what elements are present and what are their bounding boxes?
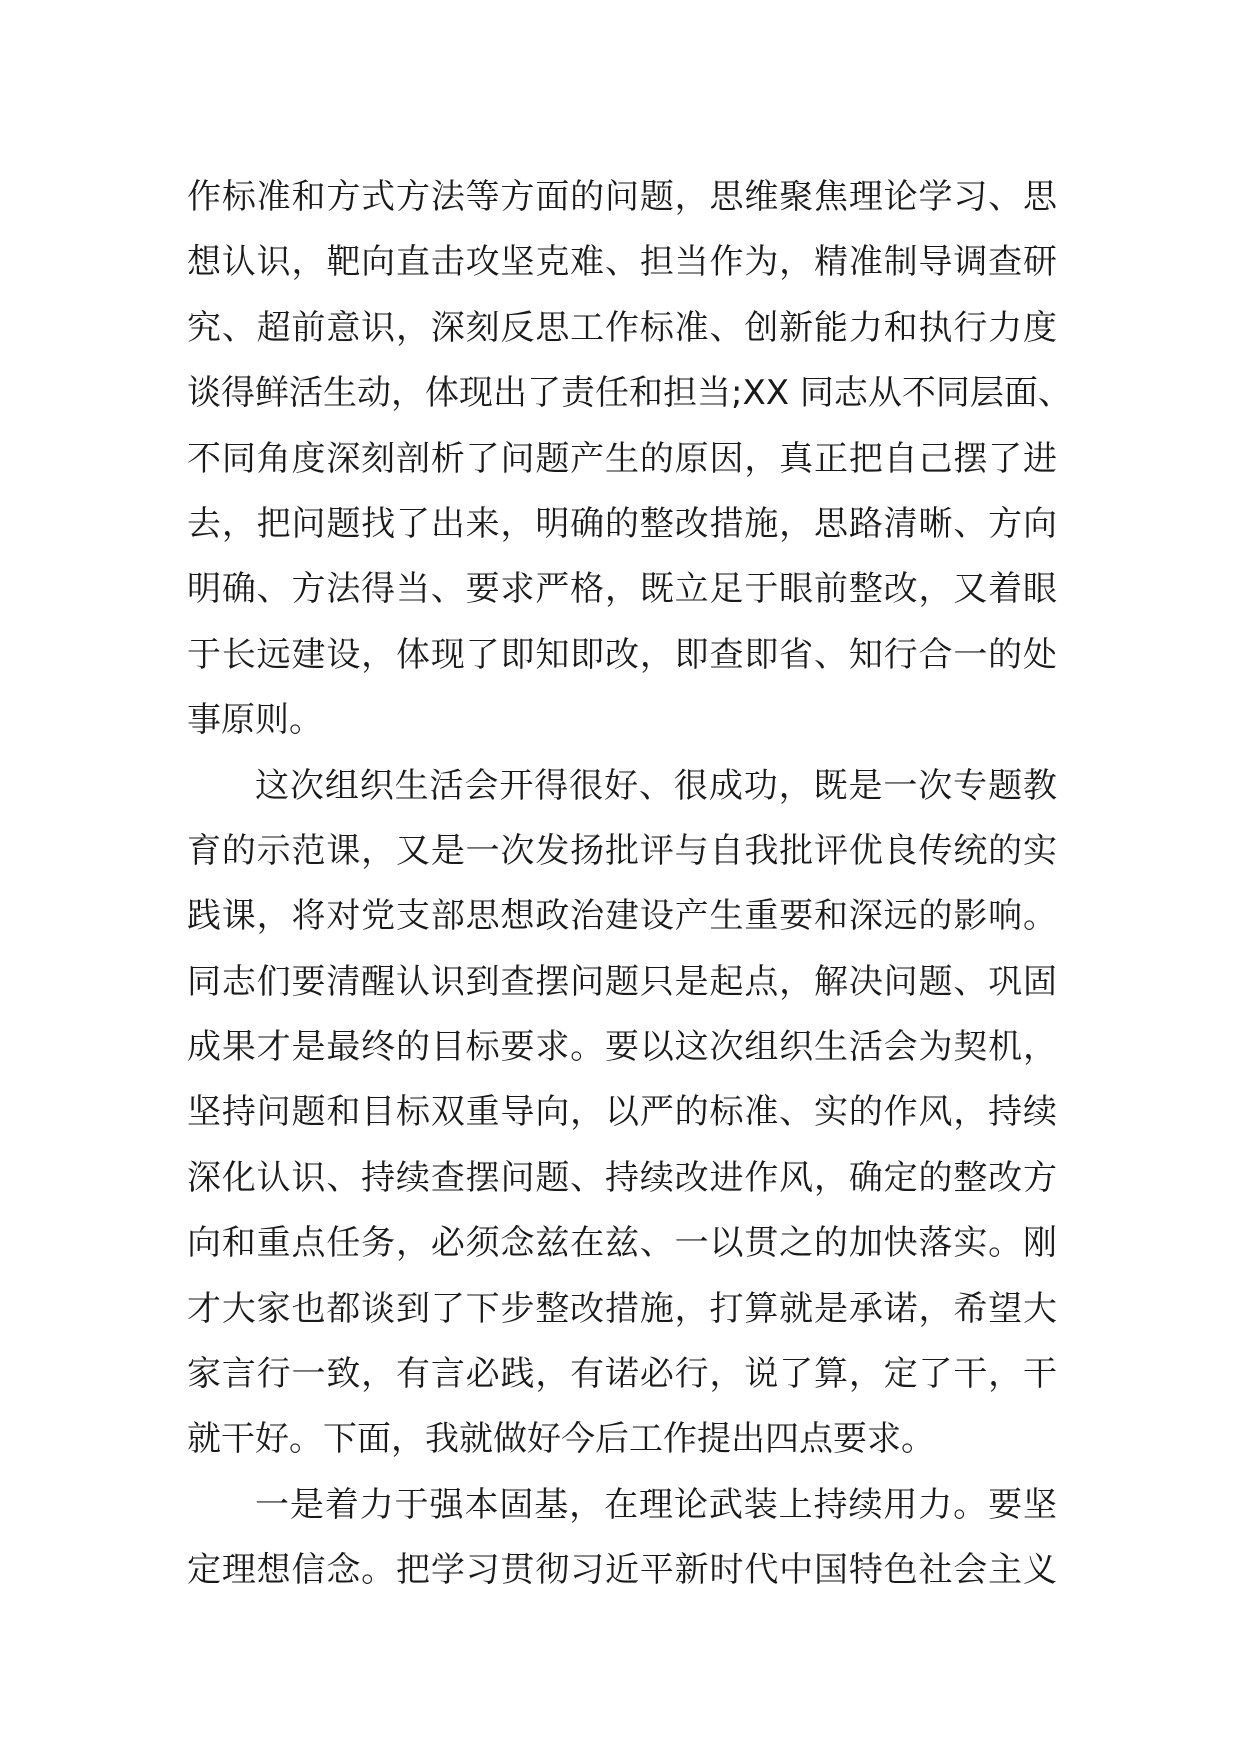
- text-line: 作标准和方式方法等方面的问题，思维聚焦理论学习、思: [187, 177, 1057, 217]
- text-line: 明确、方法得当、要求严格，既立足于眼前整改，又着眼: [187, 569, 1057, 610]
- text-line: 定理想信念。把学习贯彻习近平新时代中国特色社会主义: [187, 1550, 1057, 1591]
- body-text: [187, 165, 1072, 1604]
- text-line: 去，把问题找了出来，明确的整改措施，思路清晰、方向: [187, 503, 1057, 544]
- text-line: 深化认识、持续查摆问题、持续改进作风，确定的整改方: [187, 1157, 1057, 1198]
- text-line: 不同角度深刻剖析了问题产生的原因，真正把自己摆了进: [187, 438, 1057, 479]
- text-line: 事原则。: [187, 700, 323, 741]
- text-line: 践课，将对党支部思想政治建设产生重要和深远的影响。: [187, 896, 1057, 937]
- text-line: 谈得鲜活生动，体现出了责任和担当;XX 同志从不同层面、: [187, 373, 1072, 414]
- text-line: 成果才是最终的目标要求。要以这次组织生活会为契机，: [187, 1027, 1057, 1068]
- text-line: 向和重点任务，必须念兹在兹、一以贯之的加快落实。刚: [187, 1223, 1057, 1264]
- text-line: 这次组织生活会开得很好、很成功，既是一次专题教: [255, 765, 1057, 806]
- text-line: 想认识，靶向直击攻坚克难、担当作为，精准制导调查研: [187, 242, 1057, 283]
- text-line: 于长远建设，体现了即知即改，即查即省、知行合一的处: [187, 634, 1057, 675]
- text-line: 一是着力于强本固基，在理论武装上持续用力。要坚: [255, 1484, 1057, 1525]
- text-line: 就干好。下面，我就做好今后工作提出四点要求。: [187, 1419, 935, 1460]
- text-line: 才大家也都谈到了下步整改措施，打算就是承诺，希望大: [187, 1288, 1057, 1329]
- text-line: 同志们要清醒认识到查摆问题只是起点，解决问题、巩固: [187, 961, 1057, 1002]
- text-line: 家言行一致，有言必践，有诺必行，说了算，定了干，干: [187, 1354, 1057, 1395]
- text-line: 育的示范课，又是一次发扬批评与自我批评优良传统的实: [187, 830, 1057, 871]
- text-line: 究、超前意识，深刻反思工作标准、创新能力和执行力度: [187, 307, 1057, 348]
- text-line: 坚持问题和目标双重导向，以严的标准、实的作风，持续: [187, 1092, 1057, 1133]
